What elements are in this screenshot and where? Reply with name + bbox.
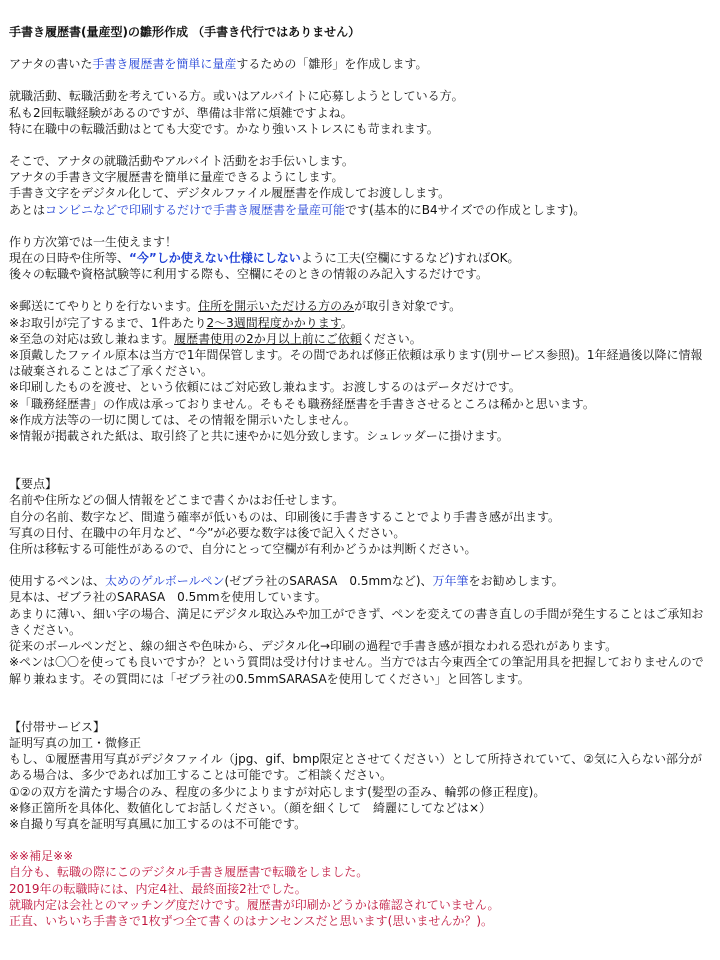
note-2 [9, 315, 712, 331]
note-2-a: ※お取引が完了するまで、1件あたり [9, 315, 207, 330]
note-1-a: ※郵送にてやりとりを行ないます。 [9, 299, 199, 314]
intro-text-a: アナタの書いた [9, 57, 93, 72]
p1-line-3: 特に在職中の転職活動はとても大変です。かなり強いストレスにも苛まれます。 [9, 121, 439, 136]
pen-line-1-e: をお勧めします。 [468, 574, 564, 589]
p2-line-3: 手書き文字をデジタル化して、デジタルファイル履歴書を作成してお渡しします。 [9, 186, 451, 201]
p1-line-2: 私も2回転職経験があるのですが、準備は非常に煩雑ですよね。 [9, 105, 353, 120]
p3-line-2-c: ように工夫(空欄にするなど)すればOK。 [300, 251, 520, 266]
pen-highlight-gel: 太めのゲルボールペン [105, 574, 225, 589]
note-2-c: 。 [340, 315, 353, 330]
pen-line-2: 見本は、ゼブラ社のSARASA 0.5mmを使用しています。 [9, 590, 327, 605]
service-line-5: ※自撮り写真を証明写真風に加工するのは不可能です。 [9, 816, 307, 831]
p3-line-1: 作り方次第では一生使えます！ [9, 234, 178, 249]
points-line-2: 自分の名前、数字など、間違う確率が低いものは、印刷後に手書きすることでより手書き感が出ます。 [9, 509, 561, 524]
note-5: ※印刷したものを渡せ、という依頼にはご対応致し兼ねます。お渡しするのはデータだけです。 [9, 380, 521, 395]
spacer [9, 703, 712, 719]
p1-line-1: 就職活動、転職活動を考えている方。或いはアルバイトに応募しようとしている方。 [9, 89, 464, 104]
p3-line-2-a: 現在の日時や住所等、 [9, 251, 130, 266]
note-3-underlined: 履歴書使用の2か月以上前にご依頼 [174, 331, 362, 346]
service-line-1: 証明写真の加工・微修正 [9, 735, 142, 750]
note-6: ※「職務経歴書」の作成は承っておりません。そもそも職務経歴書を手書きさせるところは稀かと思います。 [9, 396, 595, 411]
supplement-line-3: 就職内定は会社とのマッチング度だけです。履歴書が印刷かどうかは確認されていません。 [9, 897, 500, 912]
supplement-line-1: 自分も、転職の際にこのデジタル手書き履歴書で転職をしました。 [9, 865, 369, 880]
points-line-4: 住所は移転する可能性があるので、自分にとって空欄が有利かどうかは判断ください。 [9, 542, 477, 557]
paragraph-1 [9, 88, 712, 137]
service-line-2: もし、①履歴書用写真がデジタファイル（jpg、gif、bmp限定とさせてください）として所持されていて、②気に入らない部分がある場合は、多少であれば加工することは可能です。ご相談ください。 [9, 752, 702, 783]
paragraph-3 [9, 234, 712, 283]
points-line-3: 写真の日付、在職中の年月など、“今”が必要な数字は後で記入ください。 [9, 525, 406, 540]
note-3-a: ※至急の対応は致し兼ねます。 [9, 331, 175, 346]
note-1 [9, 298, 712, 314]
service-heading: 【付帯サービス】 [9, 719, 106, 734]
note-1-c: が取引き対象です。 [354, 299, 462, 314]
intro-text-c: するための「雛形」を作成します。 [236, 57, 428, 72]
pen-line-3: あまりに薄い、細い字の場合、満足にデジタル取込みや加工ができず、ペンを変えての書き直しの手間が発生することはご承知おきください。 [9, 606, 704, 637]
p3-highlight: “今”しか使えない仕様にしない [129, 251, 301, 266]
p3-line-2 [9, 250, 712, 266]
service-section [9, 719, 712, 832]
points-section [9, 476, 712, 557]
supplement-section [9, 848, 712, 929]
intro-highlight: 手書き履歴書を簡単に量産 [92, 57, 237, 72]
note-1-underlined: 住所を開示いただける方のみ [198, 299, 355, 314]
pen-highlight-fountain: 万年筆 [432, 574, 469, 589]
p2-line-4-a: あとは [9, 202, 46, 217]
supplement-line-2: 2019年の転職時には、内定4社、最終面接2社でした。 [9, 881, 307, 896]
service-line-4: ※修正箇所を具体化、数値化してお話しください。（顔を細くして 綺麗にしてなどは×） [9, 800, 492, 815]
points-line-1: 名前や住所などの個人情報をどこまで書くかはお任せします。 [9, 493, 345, 508]
note-7: ※作成方法等の一切に関しては、その情報を開示いたしません。 [9, 412, 356, 427]
note-4: ※頂戴したファイル原本は当方で1年間保管します。その間であれば修正依頼は承ります(別サービス参照)。1年経過後以降に情報は破棄されることはご了承ください。 [9, 348, 703, 379]
p3-line-3: 後々の転職や資格試験等に利用する際も、空欄にそのときの情報のみ記入するだけです。 [9, 267, 489, 282]
pen-line-5: ※ペンは〇〇を使っても良いですか？という質問は受け付けません。当方では古今東西全ての筆記用具を把握しておりませんので解り兼ねます。その質問には「ゼブラ社の0.5mmSARASAを使用してください」と回答します。 [9, 655, 704, 686]
pen-line-4: 従来のボールペンだと、線の細さや色味から、デジタル化→印刷の過程で手書き感が損なわれる恐れがあります。 [9, 639, 618, 654]
note-3-c: ください。 [361, 331, 422, 346]
points-heading: 【要点】 [9, 477, 58, 492]
p2-line-2: アナタの手書き文字履歴書を簡単に量産できるようにします。 [9, 170, 344, 185]
note-8: ※情報が掲載された紙は、取引終了と共に速やかに処分致します。シュレッダーに掛けます。 [9, 429, 509, 444]
pen-line-1-a: 使用するペンは、 [9, 574, 106, 589]
p2-highlight: コンビニなどで印刷するだけで手書き履歴書を量産可能 [45, 202, 346, 217]
p2-line-1: そこで、アナタの就職活動やアルバイト活動をお手伝いします。 [9, 154, 354, 169]
service-line-3: ①②の双方を満たす場合のみ、程度の多少によりますが対応します(髪型の歪み、輪郭の修正程度)。 [9, 784, 546, 799]
notes-list [9, 298, 712, 444]
spacer [9, 460, 712, 476]
supplement-heading: ※※補足※※ [9, 849, 74, 864]
p2-line-4 [9, 202, 712, 218]
intro-paragraph [9, 56, 712, 72]
note-2-underlined: 2～3週間程度かかります [206, 315, 341, 330]
p2-line-4-c: です(基本的にB4サイズでの作成とします)。 [345, 202, 586, 217]
supplement-line-4: 正直、いちいち手書きで1枚ずつ全て書くのはナンセンスだと思います(思いませんか？)。 [9, 913, 494, 928]
pen-section [9, 573, 712, 686]
note-3 [9, 331, 712, 347]
page-title: 手書き履歴書(量産型)の雛形作成 （手書き代行ではありません） [9, 25, 361, 39]
pen-line-1 [9, 573, 712, 589]
paragraph-2 [9, 153, 712, 218]
pen-line-1-c: (ゼブラ社のSARASA 0.5mmなど)、 [224, 574, 433, 589]
